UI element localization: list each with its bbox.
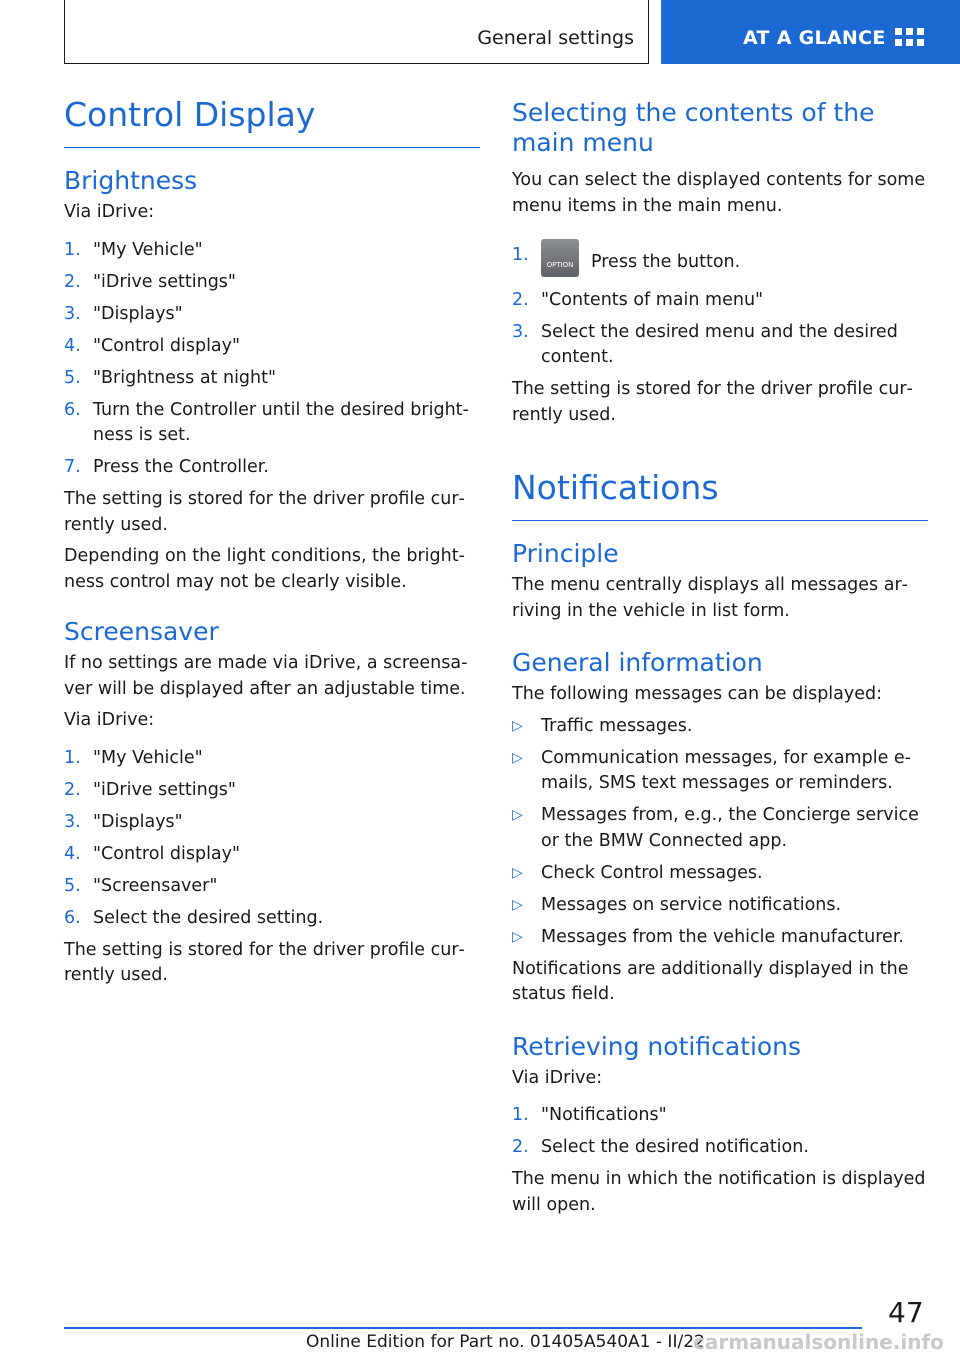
option-button-icon (541, 239, 579, 277)
step-number: 2. (64, 779, 81, 800)
watermark: carmanualsonline.info (693, 1330, 944, 1354)
header-chapter-title: AT A GLANCE (743, 27, 886, 49)
list-item (64, 238, 480, 264)
step-text: Press the button. (591, 252, 741, 272)
list-item (512, 746, 928, 797)
screensaver-note: The setting is stored for the driver profile cur‐rently used. (64, 939, 465, 985)
step-text: "Displays" (93, 303, 183, 324)
step-number: 1. (512, 245, 529, 265)
screensaver-desc: If no settings are made via iDrive, a screensa‐ver will be displayed after an adjustable time. (64, 653, 468, 699)
step-number: 3. (64, 811, 81, 832)
heading-principle: Principle (512, 539, 619, 568)
step-number: 2. (512, 1137, 529, 1157)
bullet-text: Check Control messages. (541, 862, 763, 883)
heading-screensaver: Screensaver (64, 617, 219, 646)
step-number: 1. (64, 239, 81, 260)
heading-brightness: Brightness (64, 166, 198, 195)
step-text: "Contents of main menu" (541, 289, 764, 310)
step-number: 6. (64, 399, 81, 420)
list-item (512, 925, 928, 951)
list-item (64, 398, 480, 449)
menu-note: The setting is stored for the driver profile cur‐rently used. (512, 379, 913, 425)
left-column (64, 95, 480, 989)
list-item (64, 906, 480, 932)
step-number: 5. (64, 367, 81, 388)
retrieve-steps (512, 1103, 928, 1161)
step-text: "Displays" (93, 811, 183, 832)
step-number: 3. (512, 321, 529, 342)
step-number: 1. (512, 1105, 529, 1125)
bullet-triangle-icon: ▷ (512, 717, 523, 734)
section-title-notifications: Notifications (512, 468, 928, 521)
list-item (64, 874, 480, 900)
step-number: 4. (64, 843, 81, 864)
list-item (64, 366, 480, 392)
header-section-title: General settings (477, 27, 634, 49)
bullet-triangle-icon: ▷ (512, 807, 523, 823)
general-intro: The following messages can be displayed: (512, 684, 883, 704)
list-item (64, 810, 480, 836)
brightness-steps (64, 238, 480, 481)
bullet-text: Communication messages, for example e‐mails, SMS text messages or reminders. (541, 747, 911, 793)
step-text: "Control display" (93, 843, 241, 864)
brightness-intro: Via iDrive: (64, 202, 155, 222)
list-item (64, 334, 480, 360)
footer-divider (64, 1327, 862, 1329)
grid-icon (895, 28, 925, 52)
menu-steps (512, 243, 928, 371)
list-item (512, 893, 928, 919)
step-number: 1. (64, 747, 81, 768)
step-number: 6. (64, 907, 81, 928)
screensaver-steps (64, 746, 480, 932)
step-text: "Control display" (93, 335, 241, 356)
retrieve-note: The menu in which the notification is displayed will open. (512, 1169, 926, 1215)
step-number: 7. (64, 457, 81, 477)
page-number: 47 (888, 1296, 924, 1329)
bullet-text: Messages from the vehicle manufacturer. (541, 926, 904, 947)
step-number: 5. (64, 875, 81, 896)
section-title-control-display: Control Display (64, 95, 480, 148)
menu-step-2 (512, 288, 928, 314)
list-item (512, 803, 928, 854)
retrieve-intro: Via iDrive: (512, 1067, 603, 1088)
step-text: "Screensaver" (93, 875, 218, 896)
step-text: "My Vehicle" (93, 747, 203, 768)
step-number: 2. (512, 289, 529, 310)
bullet-triangle-icon: ▷ (512, 749, 523, 766)
step-number: 3. (64, 303, 81, 324)
menu-step-1 (512, 243, 928, 281)
step-number: 4. (64, 335, 81, 356)
brightness-note1: The setting is stored for the driver profile cur‐rently used. (64, 489, 465, 535)
general-note: Notifications are additionally displayed in the status field. (512, 958, 909, 1004)
list-item (512, 1103, 928, 1129)
step-text: Press the Controller. (93, 457, 269, 477)
bullet-triangle-icon: ▷ (512, 896, 523, 913)
bullet-triangle-icon: ▷ (512, 928, 523, 945)
list-item (512, 861, 928, 887)
heading-main-menu: Selecting the contents of the main menu (512, 98, 875, 157)
step-text: "Notifications" (541, 1105, 667, 1125)
menu-desc: You can select the displayed contents for some menu items in the main menu. (512, 170, 926, 216)
list-item (64, 270, 480, 296)
step-text: Turn the Controller until the desired bright‐ness is set. (93, 399, 469, 445)
step-number: 2. (64, 271, 81, 292)
header-section-box (64, 0, 649, 64)
bullet-text: Traffic messages. (541, 715, 693, 736)
bullet-text: Messages from, e.g., the Concierge service or the BMW Connected app. (541, 805, 919, 851)
menu-step-3 (512, 320, 928, 371)
right-column (512, 98, 928, 1218)
principle-text: The menu centrally displays all messages ar‐riving in the vehicle in list form. (512, 575, 908, 621)
list-item (512, 1135, 928, 1161)
list-item (64, 455, 480, 481)
bullet-triangle-icon: ▷ (512, 864, 523, 881)
screensaver-intro: Via iDrive: (64, 710, 155, 730)
list-item (64, 778, 480, 804)
list-item (64, 842, 480, 868)
step-text: Select the desired menu and the desired content. (541, 321, 898, 367)
list-item (64, 302, 480, 328)
step-text: "iDrive settings" (93, 271, 236, 292)
step-text: Select the desired setting. (93, 907, 324, 928)
header-chapter-tab[interactable] (661, 0, 960, 64)
step-text: "iDrive settings" (93, 779, 236, 800)
step-text: "Brightness at night" (93, 367, 277, 388)
notification-types-list (512, 714, 928, 951)
heading-retrieving-notifications: Retrieving notifications (512, 1031, 802, 1061)
option-button-label: OPTION (546, 261, 574, 269)
step-text: "My Vehicle" (93, 239, 203, 260)
footer-edition: Online Edition for Part no. 01405A540A1 - II/22 (306, 1332, 705, 1352)
step-text: Select the desired notification. (541, 1137, 809, 1157)
list-item (512, 714, 928, 740)
bullet-text: Messages on service notifications. (541, 894, 842, 915)
heading-general-information: General information (512, 648, 763, 677)
list-item (64, 746, 480, 772)
brightness-note2: Depending on the light conditions, the bright‐ness control may not be clearly visible. (64, 546, 465, 592)
